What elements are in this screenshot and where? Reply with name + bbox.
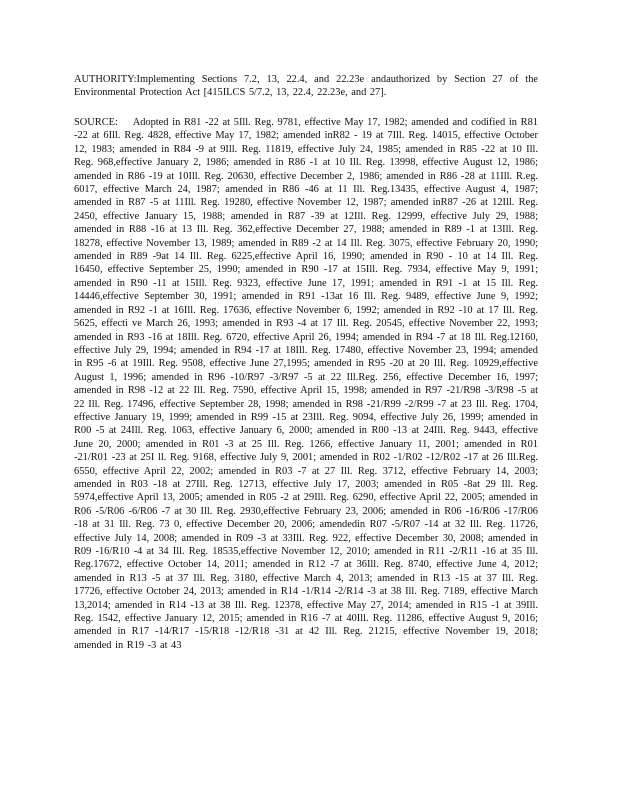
source-text: Adopted in R81 -22 at 5Ill. Reg. 9781, effective May 17, 1982; amended and codified in R81 -22 at 6Ill. Reg. 4828, effective May 17, 1982; amended inR82 - 19 at 7Ill. Reg. 14015, effective October 12, 1983; amended in R84 -9 at 9Ill. Reg. 11819, effective July 24, 1985; amended in R85 -22 at 10 Ill. Reg. 968,effective January 2, 1986; amended in R86 -1 at 10 Ill. Reg. 13998, effective August 12, 1986; amended in R86 -19 at 10Ill. Reg. 20630, effective December 2, 1986; amended in R86 -28 at 11Ill. R.eg. 6017, effective March 24, 1987; amended in R86 -46 at 11 Ill. Reg.13435, effective August 4, 1987; amended in R87 -5 at 11Ill. Reg. 19280, effective November 12, 1987; amended inR87 -26 at 12Ill. Reg. 2450, effective January 15, 1988; amended in R87 -39 at 12Ill. Reg. 12999, effective July 29, 1988; amended in R88 -16 at 13 Ill. Reg. 362,effective December 27, 1988; amended in R89 -1 at 13Ill. Reg. 18278, effective November 13, 1989; amended in R89 -2 at 14 Ill. Reg. 3075, effective February 20, 1990; amended in R89 -9at 14 Ill. Reg. 6225,effective April 16, 1990; amended in R90 - 10 at 14 Ill. Reg. 16450, effective September 25, 1990; amended in R90 -17 at 15Ill. Reg. 7934, effective May 9, 1991; amended in R90 -11 at 15Ill. Reg. 9323, effective June 17, 1991; amended in R91 -1 at 15 Ill. Reg. 14446,effective September 30, 1991; amended in R91 -13at 16 Ill. Reg. 9489, effective June 9, 1992; amended in R92 -1 at 16Ill. Reg. 17636, effective November 6, 1992; amended in R92 -10 at 17 Ill. Reg. 5625, effecti ve March 26, 1993; amended in R93 -4 at 17 Ill. Reg. 20545, effective November 22, 1993; amended in R93 -16 at 18Ill. Reg. 6720, effective April 26, 1994; amended in R94 -7 at 18 Ill. Reg.12160, effective July 29, 1994; amended in R94 -17 at 18Ill. Reg. 17480, effective November 23, 1994; amended in R95 -6 at 19Ill. Reg. 9508, effective June 27,1995; amended in R95 -20 at 20 Ill. Reg. 10929,effective August 1, 1996; amended in R96 -10/R97 -3/R97 -5 at 22 Ill.Reg. 256, effective December 16, 1997; amended in R98 -12 at 22 Ill. Reg. 7590, effective April 15, 1998; amended in R97 -21/R98 -3/R98 -5 at 22 Ill. Reg. 17496, effective September 28, 1998; amended in R98 -21/R99 -2/R99 -7 at 23 Ill. Reg. 1704, effective January 19, 1999; amended in R99 -15 at 23Ill. Reg. 9094, effective July 26, 1999; amended in R00 -5 at 24Ill. Reg. 1063, effective January 6, 2000; amended in R00 -13 at 24Ill. Reg. 9443, effective June 20, 2000; amended in R01 -3 at 25 Ill. Reg. 1266, effective January 11, 2001; amended in R01 -21/R01 -23 at 25I ll. Reg. 9168, effective July 9, 2001; amended in R02 -1/R02 -12/R02 -17 at 26 Ill.Reg. 6550, effective April 22, 2002; amended in R03 -7 at 27 Ill. Reg. 3712, effective February 14, 2003; amended in R03 -18 at 27Ill. Reg. 12713, effective July 17, 2003; amended in R05 -8at 29 Ill. Reg. 5974,effective April 13, 2005; amended in R05 -2 at 29Ill. Reg. 6290, effective April 22, 2005; amended in R06 -5/R06 -6/R06 -7 at 30 Ill. Reg. 2930,effective February 23, 2006; amended in R06 -16/R06 -17/R06 -18 at 31 Ill. Reg. 73 0, effective December 20, 2006; amendedin R07 -5/R07 -14 at 32 Ill. Reg. 11726, effective July 14, 2008; amended in R09 -3 at 33Ill. Reg. 922, effective December 30, 2008; amended in R09 -16/R10 -4 at 34 Ill. Reg. 18535,effective November 12, 2010; amended in R11 -2/R11 -16 at 35 Ill. Reg.17672, effective October 14, 2011; amended in R12 -7 at 36Ill. Reg. 8740, effective June 4, 2012; amended in R13 -5 at 37 Ill. Reg. 3180, effective March 4, 2013; amended in R13 -15 at 37 Ill. Reg. 17726, effective October 24, 2013; amended in R14 -1/R14 -2/R14 -3 at 38 Ill. Reg. 7189, effective March 13,2014; amended in R14 -13 at 38 Ill. Reg. 12378, effective May 27, 2014; amended in R15 -1 at 39Ill. Reg. 1542, effective January 12, 2015; amended in R16 -7 at 40Ill. Reg. 11286, effective August 9, 2016; amended in R17 -14/R17 -15/R18 -12/R18 -31 at 42 Ill. Reg. 21215, effective November 19, 2018; amended in R19 -3 at 43 bbox=[74, 117, 538, 651]
source-label: SOURCE: bbox=[74, 117, 118, 128]
source-note bbox=[74, 116, 538, 652]
authority-note bbox=[74, 73, 538, 100]
authority-text: Implementing Sections 7.2, 13, 22.4, and 22.23e andauthorized by Section 27 of the Environmental Protection Act [415ILCS 5/7.2, 13, 22.4, 22.23e, and 27]. bbox=[74, 74, 538, 99]
authority-label: AUTHORITY: bbox=[74, 74, 137, 85]
